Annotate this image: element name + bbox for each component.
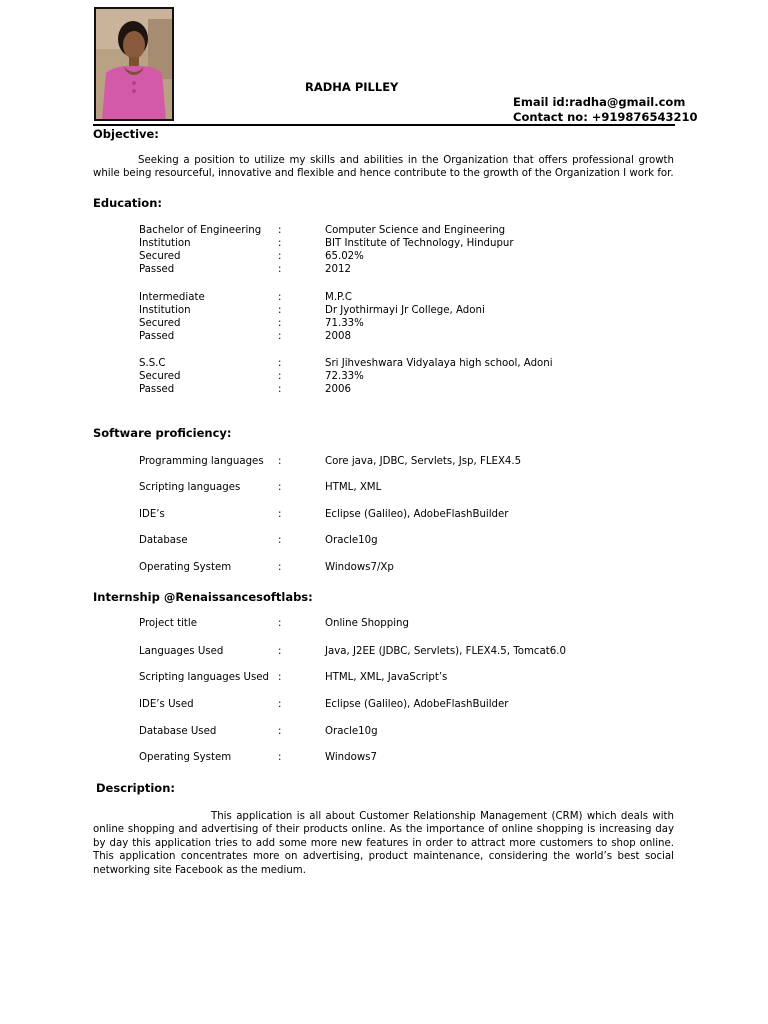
internship-heading: Internship @Renaissancesoftlabs: (93, 590, 313, 604)
row-label: Operating System (139, 752, 232, 763)
row-separator: : (278, 251, 282, 262)
row-value: Oracle10g (325, 726, 378, 737)
profile-photo (94, 7, 174, 121)
email-address: Email id:radha@gmail.com (513, 95, 686, 109)
row-value: Sri Jihveshwara Vidyalaya high school, Adoni (325, 358, 553, 369)
row-separator: : (278, 646, 282, 657)
row-label: Database (139, 535, 188, 546)
row-value: 2012 (325, 264, 351, 275)
row-label: Secured (139, 318, 181, 329)
row-label: Passed (139, 384, 175, 395)
row-value: Core java, JDBC, Servlets, Jsp, FLEX4.5 (325, 456, 522, 467)
row-value: 2006 (325, 384, 351, 395)
row-separator: : (278, 752, 282, 763)
row-label: Passed (139, 264, 175, 275)
row-value: Eclipse (Galileo), AdobeFlashBuilder (325, 699, 509, 710)
row-separator: : (278, 318, 282, 329)
header-divider (93, 124, 675, 126)
row-separator: : (278, 562, 282, 573)
row-separator: : (278, 672, 282, 683)
row-separator: : (278, 726, 282, 737)
software-heading: Software proficiency: (93, 426, 232, 440)
row-value: Online Shopping (325, 618, 409, 629)
phone-number: Contact no: +919876543210 (513, 109, 698, 124)
row-separator: : (278, 331, 282, 342)
row-label: Database Used (139, 726, 217, 737)
row-label: Scripting languages Used (139, 672, 270, 683)
row-value: Oracle10g (325, 535, 378, 546)
row-label: Bachelor of Engineering (139, 225, 262, 236)
row-label: Institution (139, 305, 191, 316)
description-heading: Description: (96, 781, 175, 795)
profile-photo-image (96, 9, 172, 119)
row-separator: : (278, 535, 282, 546)
row-value: 65.02% (325, 251, 364, 262)
row-separator: : (278, 618, 282, 629)
row-separator: : (278, 699, 282, 710)
row-value: 71.33% (325, 318, 364, 329)
row-label: Secured (139, 371, 181, 382)
row-label: S.S.C (139, 358, 166, 369)
row-label: Secured (139, 251, 181, 262)
row-value: HTML, XML, JavaScript’s (325, 672, 448, 683)
row-separator: : (278, 264, 282, 275)
row-separator: : (278, 292, 282, 303)
row-value: M.P.C (325, 292, 352, 303)
candidate-name: RADHA PILLEY (305, 80, 399, 94)
row-value: 72.33% (325, 371, 364, 382)
row-separator: : (278, 456, 282, 467)
row-separator: : (278, 358, 282, 369)
description-text: This application is all about Customer Relationship Management (CRM) which deals with online shopping and advertising of their products online. As the importance of online shopping is increasing day by day this application tries to add some more new features in order to attract more customers to shop online. This application concentrates more on advertising, product maintenance, considering the world’s best social networking site Facebook as the medium. (93, 811, 674, 876)
row-value: Dr Jyothirmayi Jr College, Adoni (325, 305, 485, 316)
row-label: Passed (139, 331, 175, 342)
row-value: HTML, XML (325, 482, 382, 493)
row-value: Windows7 (325, 752, 377, 763)
education-heading: Education: (93, 196, 162, 210)
contact-block (513, 95, 697, 124)
row-label: Scripting languages (139, 482, 241, 493)
row-label: Operating System (139, 562, 232, 573)
objective-heading: Objective: (93, 127, 159, 141)
row-separator: : (278, 225, 282, 236)
row-label: Programming languages (139, 456, 264, 467)
row-value: 2008 (325, 331, 351, 342)
row-label: Project title (139, 618, 198, 629)
row-value: Computer Science and Engineering (325, 225, 506, 236)
row-value: BIT Institute of Technology, Hindupur (325, 238, 514, 249)
row-value: Windows7/Xp (325, 562, 394, 573)
row-label: Languages Used (139, 646, 224, 657)
row-separator: : (278, 384, 282, 395)
row-separator: : (278, 509, 282, 520)
row-label: IDE’s (139, 509, 165, 520)
row-value: Java, J2EE (JDBC, Servlets), FLEX4.5, Tomcat6.0 (325, 646, 566, 657)
row-label: Intermediate (139, 292, 205, 303)
objective-text: Seeking a position to utilize my skills and abilities in the Organization that offers professional growth while being resourceful, innovative and flexible and hence contribute to the growth of the Organization I work for. (93, 155, 674, 180)
row-separator: : (278, 371, 282, 382)
row-value: Eclipse (Galileo), AdobeFlashBuilder (325, 509, 509, 520)
row-separator: : (278, 305, 282, 316)
row-label: IDE’s Used (139, 699, 194, 710)
row-separator: : (278, 482, 282, 493)
row-separator: : (278, 238, 282, 249)
row-label: Institution (139, 238, 191, 249)
